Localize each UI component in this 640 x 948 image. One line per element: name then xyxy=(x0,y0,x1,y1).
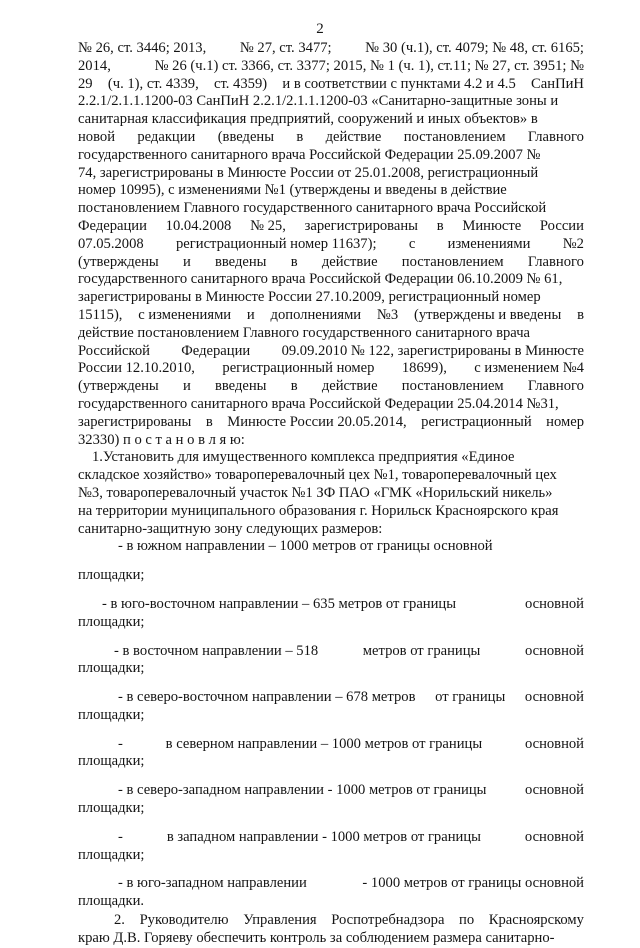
text-segment: (введены xyxy=(217,128,275,145)
text-segment: Минюсте России 20.05.2014, xyxy=(227,413,407,430)
text-segment: постановлением xyxy=(403,128,506,145)
text-line: государственного санитарного врача Российской Федерации 25.04.2014 №31, xyxy=(78,395,559,412)
text-segment: - xyxy=(118,735,123,752)
text-segment: 15115), xyxy=(78,306,123,323)
text-line xyxy=(78,875,584,893)
text-segment: основной xyxy=(524,735,584,752)
text-segment: № 27, ст. 3477; xyxy=(239,40,332,56)
text-line: площадки. xyxy=(78,893,145,910)
text-segment: редакции xyxy=(137,128,196,145)
text-segment: зарегистрированы xyxy=(304,217,418,234)
text-segment: по xyxy=(459,912,475,929)
text-line: 2.2.1/2.1.1.1200-03 СанПиН 2.2.1/2.1.1.1200-03 «Санитарно-защитные зоны и xyxy=(78,93,559,110)
text-line: санитарная классификация предприятий, сооружений и иных объектов» в xyxy=(78,111,538,128)
text-line: номер 10995), с изменениями №1 (утверждены и введены в действие xyxy=(78,182,507,199)
text-line xyxy=(78,829,584,847)
text-segment: Управления xyxy=(243,912,317,929)
text-segment: и xyxy=(182,253,191,270)
text-segment: 2014, xyxy=(78,57,111,74)
text-segment: и xyxy=(182,378,191,395)
text-segment: с изменениями xyxy=(138,306,232,323)
text-line: складское хозяйство» товароперевалочный цех №1, товароперевалочный цех xyxy=(78,467,557,484)
text-line: государственного санитарного врача Российской Федерации 25.09.2007 № xyxy=(78,146,541,163)
text-segment: - в северо-западном направлении - 1000 метров от границы xyxy=(118,782,487,799)
text-segment: регистрационный xyxy=(421,413,532,430)
text-line xyxy=(78,596,584,614)
text-segment: и в соответствии с пунктами 4.2 и 4.5 xyxy=(282,75,516,92)
text-line xyxy=(78,129,584,147)
text-segment: (утверждены xyxy=(78,378,159,395)
text-line xyxy=(78,414,584,432)
text-segment: постановлением xyxy=(401,378,504,395)
text-segment: Главного xyxy=(527,253,584,270)
text-line xyxy=(78,58,584,76)
text-segment: регистрационный номер xyxy=(222,360,375,377)
text-segment: ст. 4359) xyxy=(214,75,268,92)
text-line: постановлением Главного государственного санитарного врача Российской xyxy=(78,200,547,217)
text-segment: 09.09.2010 № 122, зарегистрированы в Минюсте xyxy=(281,342,584,359)
text-line: краю Д.В. Горяеву обеспечить контроль за соблюдением размера санитарно- xyxy=(78,929,555,946)
text-segment: от границы xyxy=(435,689,506,706)
text-segment: основной xyxy=(524,828,584,845)
text-segment: метров от границы xyxy=(362,642,481,659)
text-segment: Федерации xyxy=(78,217,147,234)
text-segment: зарегистрированы xyxy=(78,413,192,430)
text-segment: с изменением №4 xyxy=(474,360,584,377)
text-line: санитарно-защитную зону следующих размеров: xyxy=(78,520,383,537)
text-segment: основной xyxy=(524,782,584,799)
text-line: площадки; xyxy=(78,800,145,817)
text-line xyxy=(78,782,584,800)
text-segment: № 30 (ч.1), ст. 4079; № 48, ст. 6165; xyxy=(365,40,584,56)
text-line: площадки; xyxy=(78,706,145,723)
text-segment: Минюсте xyxy=(462,217,522,234)
text-line xyxy=(78,76,584,94)
text-segment: 18699), xyxy=(401,360,447,377)
text-segment: 10.04.2008 xyxy=(165,217,232,234)
text-line xyxy=(78,40,584,58)
text-line xyxy=(78,236,584,254)
text-line: площадки; xyxy=(78,567,145,584)
text-line xyxy=(78,736,584,754)
text-segment: с xyxy=(408,235,416,252)
text-segment: регистрационный номер 11637); xyxy=(176,235,377,252)
text-segment: №3 xyxy=(376,306,399,323)
text-segment: дополнениями xyxy=(270,306,362,323)
text-segment: введены xyxy=(214,378,267,395)
text-line: зарегистрированы в Минюсте России 27.10.2009, регистрационный номер xyxy=(78,289,541,306)
text-segment: постановлением xyxy=(401,253,504,270)
text-line: 74, зарегистрированы в Минюсте России от 25.01.2008, регистрационный xyxy=(78,164,539,181)
text-segment: в xyxy=(436,217,444,234)
text-segment: основной xyxy=(524,595,584,612)
text-segment: и xyxy=(246,306,255,323)
text-segment: Федерации xyxy=(181,342,251,359)
text-line: действие постановлением Главного государственного санитарного врача xyxy=(78,324,531,341)
text-line: площадки; xyxy=(78,846,145,863)
text-line: государственного санитарного врача Российской Федерации 06.10.2009 № 61, xyxy=(78,271,563,288)
text-segment: России 12.10.2010, xyxy=(78,360,195,377)
text-segment: - в восточном направлении – 518 xyxy=(114,642,319,659)
text-segment: действие xyxy=(321,253,378,270)
text-line xyxy=(78,912,584,930)
text-segment: - xyxy=(118,828,123,845)
text-segment: (утверждены xyxy=(78,253,159,270)
text-segment: основной xyxy=(524,689,584,706)
text-line xyxy=(78,378,584,396)
text-segment: в xyxy=(290,378,298,395)
text-line: на территории муниципального образования г. Норильск Красноярского края xyxy=(78,502,559,519)
text-segment: в xyxy=(290,253,298,270)
text-line: площадки; xyxy=(78,613,145,630)
text-segment: СанПиН xyxy=(531,75,584,92)
text-line xyxy=(78,218,584,236)
text-segment: Российской xyxy=(78,342,150,359)
text-segment: изменениями xyxy=(447,235,531,252)
text-segment: 29 xyxy=(78,75,93,92)
text-segment: - 1000 метров от границы основной xyxy=(362,875,584,892)
text-line: 1.Установить для имущественного комплекса предприятия «Единое xyxy=(92,449,515,466)
text-segment: Главного xyxy=(527,378,584,395)
text-segment: - в юго-восточном направлении – 635 метров от границы xyxy=(102,595,457,612)
text-line: №3, товароперевалочный участок №1 ЗФ ПАО «ГМК «Норильский никель» xyxy=(78,484,553,501)
text-line xyxy=(78,689,584,707)
text-line: площадки; xyxy=(78,753,145,770)
text-line xyxy=(78,254,584,272)
text-line: - в южном направлении – 1000 метров от границы основной xyxy=(118,538,493,555)
text-segment: Руководителю xyxy=(139,912,229,929)
text-segment: действие xyxy=(321,378,378,395)
text-segment: в северном направлении – 1000 метров от границы xyxy=(165,735,483,752)
text-segment: основной xyxy=(524,642,584,659)
text-segment: 07.05.2008 xyxy=(78,235,144,252)
text-segment: № 25, xyxy=(250,217,286,234)
text-segment: номер xyxy=(546,413,584,430)
text-line xyxy=(78,343,584,361)
text-segment: №2 xyxy=(562,235,584,252)
text-segment: Красноярскому xyxy=(488,912,584,929)
text-line xyxy=(78,307,584,325)
page-number: 2 xyxy=(316,21,324,37)
text-segment: - в северо-восточном направлении – 678 метров xyxy=(118,689,416,706)
text-line: площадки; xyxy=(78,660,145,677)
text-segment: Главного xyxy=(527,128,584,145)
text-segment: Роспотребнадзора xyxy=(331,912,445,929)
text-segment: новой xyxy=(78,128,116,145)
text-segment: действие xyxy=(325,128,382,145)
text-line: 32330) п о с т а н о в л я ю: xyxy=(78,431,245,448)
text-segment: в западном направлении - 1000 метров от границы xyxy=(166,828,481,845)
text-segment: в xyxy=(296,128,304,145)
text-segment: (ч. 1), ст. 4339, xyxy=(107,75,199,92)
text-segment: 2. xyxy=(114,912,125,929)
text-segment: - в юго-западном направлении xyxy=(118,875,307,892)
text-segment: в xyxy=(205,413,213,430)
text-segment: России xyxy=(539,217,584,234)
text-line xyxy=(78,643,584,661)
text-line xyxy=(78,360,584,378)
text-segment: (утверждены и введены xyxy=(413,306,562,323)
text-segment: № 26 (ч.1) ст. 3366, ст. 3377; 2015, № 1 (ч. 1), ст.11; № 27, ст. 3951; № xyxy=(154,57,584,74)
text-segment: в xyxy=(577,306,584,323)
text-segment: введены xyxy=(214,253,267,270)
document-body xyxy=(78,40,584,948)
text-segment: № 26, ст. 3446; 2013, xyxy=(78,40,207,56)
